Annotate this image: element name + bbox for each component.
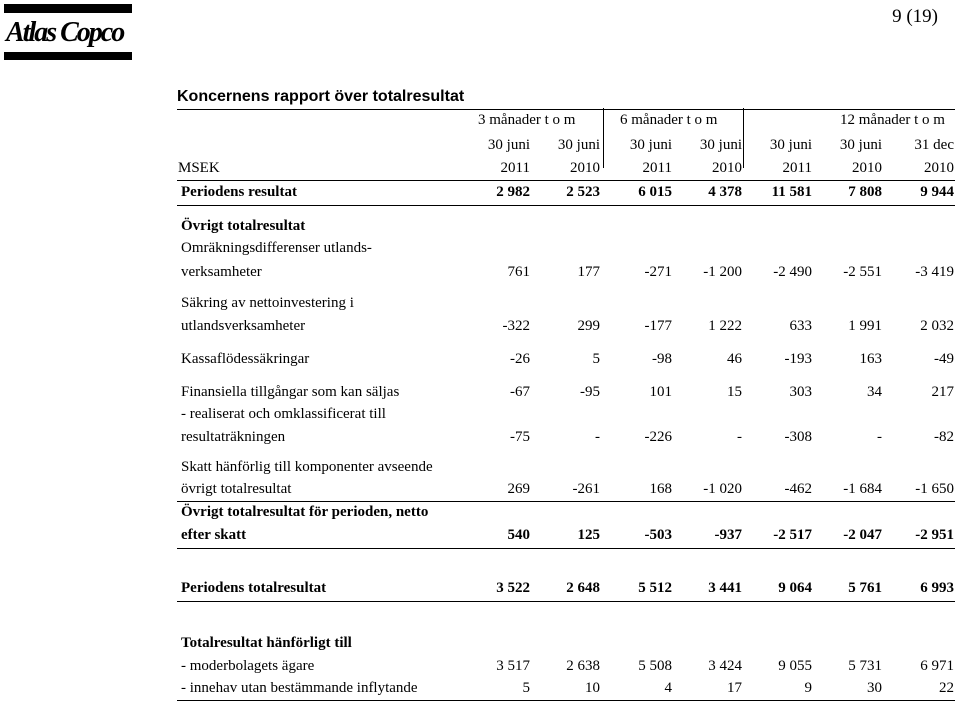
cell: 15 <box>727 384 742 400</box>
cell: -1 650 <box>915 481 954 497</box>
header-year: 2010 <box>852 160 882 176</box>
row-label: Kassaflödessäkringar <box>181 351 310 367</box>
cell: 46 <box>727 351 742 367</box>
header-date: 30 juni <box>699 137 742 153</box>
cell: 4 <box>664 680 672 696</box>
header-year: 2010 <box>712 160 742 176</box>
cell: -322 <box>502 318 530 334</box>
cell: -75 <box>510 429 530 445</box>
atlas-copco-logo <box>4 4 132 60</box>
row-label: resultaträkningen <box>181 429 286 445</box>
row-label: verksamheter <box>181 264 262 280</box>
cell: 5 731 <box>848 658 882 674</box>
cell: - <box>877 429 882 445</box>
cell: - <box>595 429 600 445</box>
header-group-3m: 3 månader t o m <box>478 112 576 128</box>
cell: - <box>737 429 742 445</box>
table-row <box>0 427 960 447</box>
cell: 125 <box>577 527 600 543</box>
cell: 7 808 <box>848 184 882 200</box>
cell: 5 512 <box>638 580 672 596</box>
section-heading <box>0 216 960 236</box>
cell: -2 517 <box>773 527 812 543</box>
cell: 2 523 <box>566 184 600 200</box>
row-label: - realiserat och omklassificerat till <box>181 406 386 422</box>
table-row <box>0 316 960 336</box>
cell: -261 <box>572 481 600 497</box>
cell: 1 991 <box>848 318 882 334</box>
cell: 101 <box>649 384 672 400</box>
row-label: Periodens resultat <box>181 184 297 200</box>
header-year: 2011 <box>642 160 672 176</box>
cell: 10 <box>585 680 600 696</box>
table-row <box>0 382 960 402</box>
cell: 6 993 <box>920 580 954 596</box>
table-row <box>0 182 960 202</box>
cell: -1 020 <box>703 481 742 497</box>
cell: 6 015 <box>638 184 672 200</box>
table-row <box>0 502 960 522</box>
table-row <box>0 262 960 282</box>
cell: -1 200 <box>703 264 742 280</box>
row-label: övrigt totalresultat <box>181 481 292 497</box>
cell: 168 <box>649 481 672 497</box>
cell: 303 <box>789 384 812 400</box>
cell: 1 222 <box>708 318 742 334</box>
cell: 299 <box>577 318 600 334</box>
table-row <box>0 656 960 676</box>
header-date: 30 juni <box>487 137 530 153</box>
logo-top-bar <box>4 4 132 13</box>
header-dates-row <box>0 135 960 155</box>
cell: 11 581 <box>771 184 812 200</box>
header-date: 30 juni <box>839 137 882 153</box>
cell: 9 055 <box>778 658 812 674</box>
table-row <box>0 678 960 698</box>
table-row <box>0 457 960 477</box>
table-bottom-rule <box>177 700 955 701</box>
cell: -49 <box>934 351 954 367</box>
header-group-12m: 12 månader t o m <box>840 112 945 128</box>
table-row <box>0 349 960 369</box>
section-heading <box>0 633 960 653</box>
row-label: utlandsverksamheter <box>181 318 306 334</box>
cell: -937 <box>714 527 742 543</box>
cell: 2 982 <box>496 184 530 200</box>
table-row <box>0 525 960 545</box>
row-rule <box>177 205 955 206</box>
table-row <box>0 578 960 598</box>
cell: 269 <box>507 481 530 497</box>
cell: -193 <box>784 351 812 367</box>
cell: -462 <box>784 481 812 497</box>
cell: -2 490 <box>773 264 812 280</box>
table-row <box>0 238 960 258</box>
cell: 9 <box>804 680 812 696</box>
row-label: - innehav utan bestämmande inflytande <box>181 680 418 696</box>
cell: -1 684 <box>843 481 882 497</box>
cell: 2 032 <box>920 318 954 334</box>
header-date: 30 juni <box>557 137 600 153</box>
cell: -26 <box>510 351 530 367</box>
cell: -2 047 <box>843 527 882 543</box>
cell: 30 <box>867 680 882 696</box>
header-date: 30 juni <box>769 137 812 153</box>
cell: 9 064 <box>778 580 812 596</box>
row-rule <box>177 548 955 549</box>
header-date: 31 dec <box>914 137 954 153</box>
header-date: 30 juni <box>629 137 672 153</box>
table-row <box>0 479 960 499</box>
cell: 5 761 <box>848 580 882 596</box>
row-rule <box>177 601 955 602</box>
header-year: 2010 <box>570 160 600 176</box>
row-label: efter skatt <box>181 527 247 543</box>
cell: 163 <box>859 351 882 367</box>
row-label: - moderbolagets ägare <box>181 658 315 674</box>
row-label: Övrigt totalresultat <box>181 218 306 234</box>
header-rule <box>177 180 955 181</box>
page-number: 9 (19) <box>892 6 938 27</box>
row-label: Periodens totalresultat <box>181 580 327 596</box>
cell: 3 522 <box>496 580 530 596</box>
cell: 3 517 <box>496 658 530 674</box>
cell: -95 <box>580 384 600 400</box>
row-label: Övrigt totalresultat för perioden, netto <box>181 504 429 520</box>
cell: 6 971 <box>920 658 954 674</box>
cell: -177 <box>644 318 672 334</box>
cell: 34 <box>867 384 882 400</box>
header-year: 2011 <box>500 160 530 176</box>
header-year: 2011 <box>782 160 812 176</box>
table-row <box>0 293 960 313</box>
cell: -2 551 <box>843 264 882 280</box>
cell: 3 424 <box>708 658 742 674</box>
cell: -226 <box>644 429 672 445</box>
row-label: Skatt hänförlig till komponenter avseende <box>181 459 433 475</box>
row-label: Säkring av nettoinvestering i <box>181 295 354 311</box>
report-title: Koncernens rapport över totalresultat <box>177 88 465 105</box>
cell: 540 <box>507 527 530 543</box>
cell: -2 951 <box>915 527 954 543</box>
cell: 9 944 <box>920 184 954 200</box>
cell: 4 378 <box>708 184 742 200</box>
logo-wordmark: Atlas Copco <box>6 17 124 48</box>
row-label: Finansiella tillgångar som kan säljas <box>181 384 400 400</box>
header-year: 2010 <box>924 160 954 176</box>
header-group-6m: 6 månader t o m <box>620 112 718 128</box>
cell: -503 <box>644 527 672 543</box>
row-label: Omräkningsdifferenser utlands- <box>181 240 372 256</box>
cell: 5 <box>522 680 530 696</box>
cell: 633 <box>789 318 812 334</box>
cell: -82 <box>934 429 954 445</box>
cell: 177 <box>577 264 600 280</box>
cell: 2 638 <box>566 658 600 674</box>
cell: 17 <box>727 680 742 696</box>
cell: 761 <box>507 264 530 280</box>
cell: 217 <box>931 384 954 400</box>
cell: -67 <box>510 384 530 400</box>
unit-label: MSEK <box>178 160 220 176</box>
header-years-row <box>0 158 960 178</box>
cell: -3 419 <box>915 264 954 280</box>
cell: 5 508 <box>638 658 672 674</box>
cell: -308 <box>784 429 812 445</box>
logo-bottom-bar <box>4 52 132 60</box>
cell: 22 <box>939 680 954 696</box>
cell: 3 441 <box>708 580 742 596</box>
table-row <box>0 404 960 424</box>
row-label: Totalresultat hänförligt till <box>181 635 352 651</box>
cell: -98 <box>652 351 672 367</box>
cell: 2 648 <box>566 580 600 596</box>
cell: -271 <box>644 264 672 280</box>
cell: 5 <box>592 351 600 367</box>
